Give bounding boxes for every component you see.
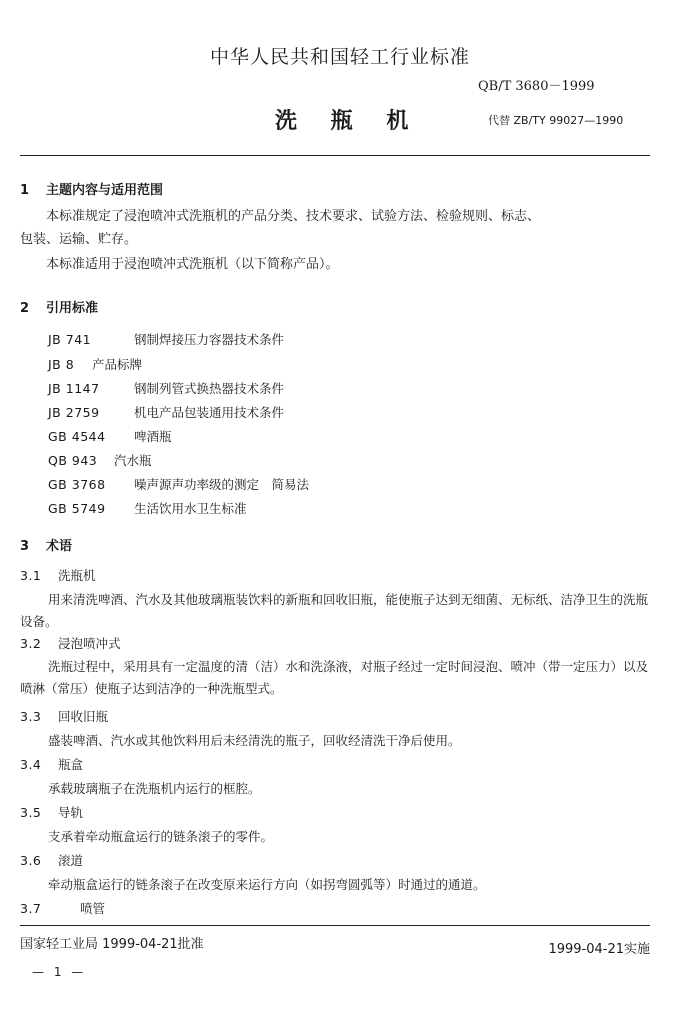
replaces-standard: 代替 ZB/TY 99027—1990 [488, 114, 624, 127]
reference-item [48, 427, 172, 445]
term-number: 3.2 [20, 636, 42, 651]
term-number: 3.6 [20, 853, 42, 868]
reference-code: JB 741 [48, 332, 92, 347]
reference-code: GB 5749 [48, 501, 106, 516]
reference-title: 钢制焊接压力容器技术条件 [134, 332, 285, 347]
reference-item [48, 355, 142, 373]
section-title: 引用标准 [46, 301, 99, 316]
term-definition: 牵动瓶盒运行的链条滚子在改变原来运行方向（如拐弯圆弧等）时通过的通道。 [48, 877, 486, 892]
reference-title: 生活饮用水卫生标准 [134, 501, 247, 516]
reference-item [48, 499, 247, 517]
reference-code: QB 943 [48, 453, 98, 468]
reference-item [48, 379, 284, 397]
term-number: 3.3 [20, 709, 42, 724]
term-heading [20, 899, 105, 917]
term-number: 3.5 [20, 805, 42, 820]
term-definition: 支承着牵动瓶盒运行的链条滚子的零件。 [48, 829, 274, 844]
term-definition: 用来清洗啤酒、汽水及其他玻璃瓶装饮料的新瓶和回收旧瓶，能使瓶子达到无细菌、无标纸、洁净卫生的洗瓶设备。 [20, 592, 649, 629]
section-number: 1 [20, 183, 30, 198]
section-2-heading [20, 297, 98, 316]
term-name: 回收旧瓶 [58, 709, 109, 724]
term-name: 瓶盒 [58, 757, 84, 772]
reference-code: GB 4544 [48, 429, 106, 444]
page-number: — 1 — [32, 965, 87, 979]
term-name: 滚道 [58, 853, 84, 868]
term-name: 浸泡喷冲式 [58, 636, 121, 651]
term-definition: 洗瓶过程中，采用具有一定温度的清（洁）水和洗涤液，对瓶子经过一定时间浸泡、喷冲（带一定压力）以及喷淋（常压）使瓶子达到洁净的一种洗瓶型式。 [20, 659, 649, 696]
term-number: 3.1 [20, 568, 42, 583]
standard-title: 中华人民共和国轻工行业标准 [209, 46, 470, 68]
standard-number: QB/T 3680－1999 [478, 79, 595, 94]
reference-title: 钢制列管式换热器技术条件 [134, 381, 285, 396]
term-heading [20, 851, 83, 869]
term-number: 3.7 [20, 901, 42, 916]
section-number: 3 [20, 539, 30, 554]
term-name: 洗瓶机 [58, 568, 96, 583]
reference-title: 产品标牌 [92, 357, 143, 372]
section-title: 术语 [46, 539, 73, 554]
implementation-date: 1999-04-21实施 [548, 942, 650, 957]
reference-title: 啤酒瓶 [134, 429, 172, 444]
term-heading [20, 707, 108, 725]
reference-item [48, 403, 284, 421]
term-name: 导轨 [58, 805, 84, 820]
term-heading [20, 634, 121, 652]
reference-code: JB 1147 [48, 381, 100, 396]
term-heading [20, 566, 96, 584]
document-title: 洗 瓶 机 [275, 109, 422, 134]
footer-divider [20, 925, 650, 926]
section-3-heading [20, 535, 72, 554]
term-definition: 盛装啤酒、汽水或其他饮料用后未经清洗的瓶子，回收经清洗干净后使用。 [48, 733, 461, 748]
reference-item [48, 451, 152, 469]
term-number: 3.4 [20, 757, 42, 772]
section-title: 主题内容与适用范围 [46, 183, 164, 198]
reference-item [48, 330, 284, 348]
reference-title: 汽水瓶 [114, 453, 152, 468]
section-1-para1-line1: 本标准规定了浸泡喷冲式洗瓶机的产品分类、技术要求、试验方法、检验规则、标志、 [46, 209, 541, 224]
term-name: 喷管 [80, 901, 106, 916]
section-1-heading [20, 179, 163, 198]
section-1-para2: 本标准适用于浸泡喷冲式洗瓶机（以下简称产品）。 [46, 257, 339, 272]
term-heading [20, 755, 83, 773]
reference-code: JB 8 [48, 357, 75, 372]
section-number: 2 [20, 301, 30, 316]
reference-code: JB 2759 [48, 405, 100, 420]
reference-title: 噪声源声功率级的测定 简易法 [134, 477, 310, 492]
reference-code: GB 3768 [48, 477, 106, 492]
header-divider [20, 155, 650, 156]
term-heading [20, 803, 83, 821]
term-definition: 承载玻璃瓶子在洗瓶机内运行的框腔。 [48, 781, 261, 796]
reference-item [48, 475, 309, 493]
reference-title: 机电产品包装通用技术条件 [134, 405, 285, 420]
section-1-para1-line2: 包装、运输、贮存。 [20, 232, 138, 247]
approval-line: 国家轻工业局 1999-04-21批准 [20, 937, 204, 952]
